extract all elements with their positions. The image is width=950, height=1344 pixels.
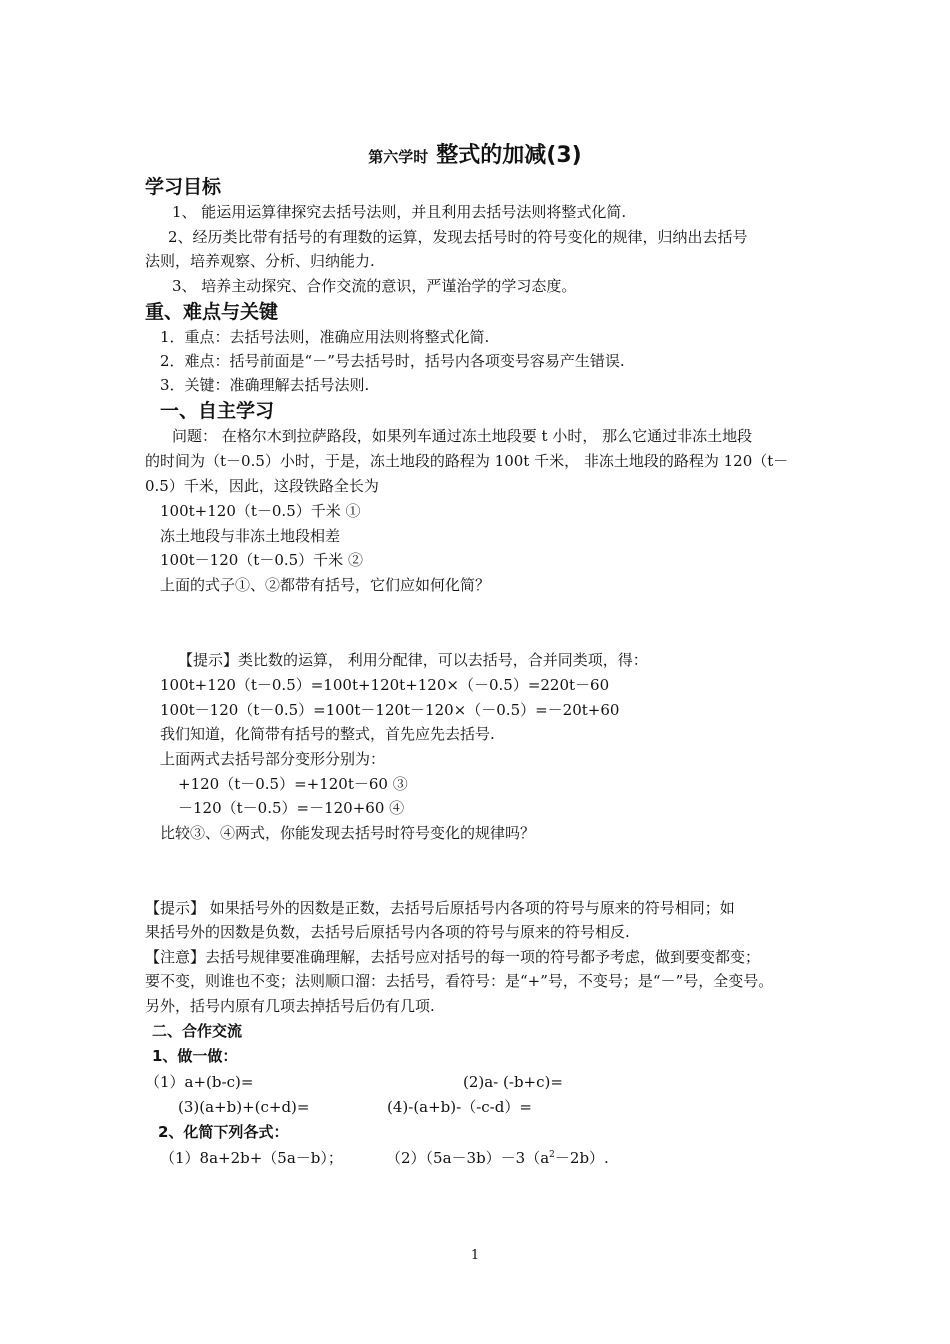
hint-1-label: 【提示】 [178, 651, 239, 669]
heading-goals: 学习目标 [145, 176, 222, 198]
hint-2-line-2: 果括号外的因数是负数，去括号后原括号内各项的符号与原来的符号相反. [145, 923, 630, 941]
problem-line-2: 的时间为（t－0.5）小时，于是，冻土地段的路程为 100t 千米， 非冻土地段的路程为 120（t－ [145, 452, 789, 470]
expression-1: 100t+120（t－0.5）千米 ① [160, 502, 361, 520]
hint-2-line-1: 【提示】 如果括号外的因数是正数，去括号后原括号内各项的符号与原来的符号相同；如 [145, 899, 735, 917]
problem-line-3: 0.5）千米，因此，这段铁路全长为 [145, 477, 379, 495]
note-line-1: 【注意】去括号规律要准确理解，去括号应对括号的每一项的符号都予考虑，做到要变都变； [145, 948, 761, 966]
heading-self-study: 一、自主学习 [160, 400, 275, 422]
key-item-1: 1．重点：去括号法则，准确应用法则将整式化简. [160, 328, 490, 346]
calculation-2: 100t－120（t－0.5）=100t－120t－120×（－0.5）=－20t+60 [160, 701, 620, 719]
deform-text: 上面两式去括号部分变形分别为： [160, 750, 386, 768]
hint-1-text: 类比数的运算， 利用分配律，可以去括号，合并同类项，得： [238, 651, 648, 669]
goal-item-3: 3、 培养主动探究、合作交流的意识，严谨治学的学习态度。 [172, 277, 577, 295]
simplify-2 [386, 1148, 609, 1168]
exercise-2: (2)a- (-b+c)= [463, 1073, 563, 1091]
exercise-4: (4)-(a+b)-（-c-d）= [387, 1098, 532, 1116]
title-main: 整式的加减(3) [436, 143, 582, 168]
question-2: 比较③、④两式，你能发现去括号时符号变化的规律吗？ [160, 824, 536, 842]
question-1: 上面的式子①、②都带有括号，它们应如何化简？ [160, 576, 491, 594]
calculation-1: 100t+120（t－0.5）=100t+120t+120×（－0.5）=220t－60 [160, 676, 610, 694]
heading-cooperation: 二、合作交流 [152, 1022, 243, 1040]
exercise-1: （1）a+(b-c)= [145, 1073, 254, 1091]
page-number: 1 [470, 1248, 480, 1263]
expression-2: 100t－120（t－0.5）千米 ② [160, 551, 363, 569]
simplify-2-pre: （2）（5a－3b）－3（a [386, 1149, 550, 1167]
problem-line-1: 问题： 在格尔木到拉萨路段，如果列车通过冻土地段要 t 小时， 那么它通过非冻土地段 [172, 427, 753, 445]
key-item-2: 2．难点：括号前面是“－”号去括号时，括号内各项变号容易产生错误. [160, 352, 625, 370]
page-title [0, 138, 950, 169]
expression-3: +120（t－0.5）=+120t－60 ③ [178, 775, 408, 793]
note-line-2: 要不变，则谁也不变；法则顺口溜：去括号，看符号：是“+”号，不变号；是“－”号，全变号。 [145, 972, 774, 990]
hint-1 [178, 650, 648, 670]
expression-4: －120（t－0.5）=－120+60 ④ [178, 799, 405, 817]
key-item-3: 3．关键：准确理解去括号法则. [160, 376, 370, 394]
simplify-1: （1）8a+2b+（5a－b）； [160, 1149, 343, 1167]
simplify-2-exponent: 2 [549, 1150, 555, 1160]
sub-heading-simplify: 2、化简下列各式： [158, 1123, 289, 1141]
title-prefix: 第六学时 [368, 148, 429, 166]
goal-item-1: 1、 能运用运算律探究去括号法则，并且利用去括号法则将整式化简. [172, 203, 627, 221]
simplify-2-post: －2b）. [554, 1149, 609, 1167]
goal-item-2-line1: 2、经历类比带有括号的有理数的运算，发现去括号时的符号变化的规律，归纳出去括号 [168, 228, 748, 246]
sub-heading-do: 1、做一做： [152, 1047, 238, 1065]
difference-text: 冻土地段与非冻土地段相差 [160, 527, 341, 545]
heading-key-points: 重、难点与关键 [145, 301, 279, 323]
know-text: 我们知道，化简带有括号的整式，首先应先去括号. [160, 725, 495, 743]
exercise-3: (3)(a+b)+(c+d)= [178, 1098, 310, 1116]
note-line-3: 另外，括号内原有几项去掉括号后仍有几项. [145, 997, 435, 1015]
goal-item-2-line2: 法则，培养观察、分析、归纳能力. [145, 252, 375, 270]
